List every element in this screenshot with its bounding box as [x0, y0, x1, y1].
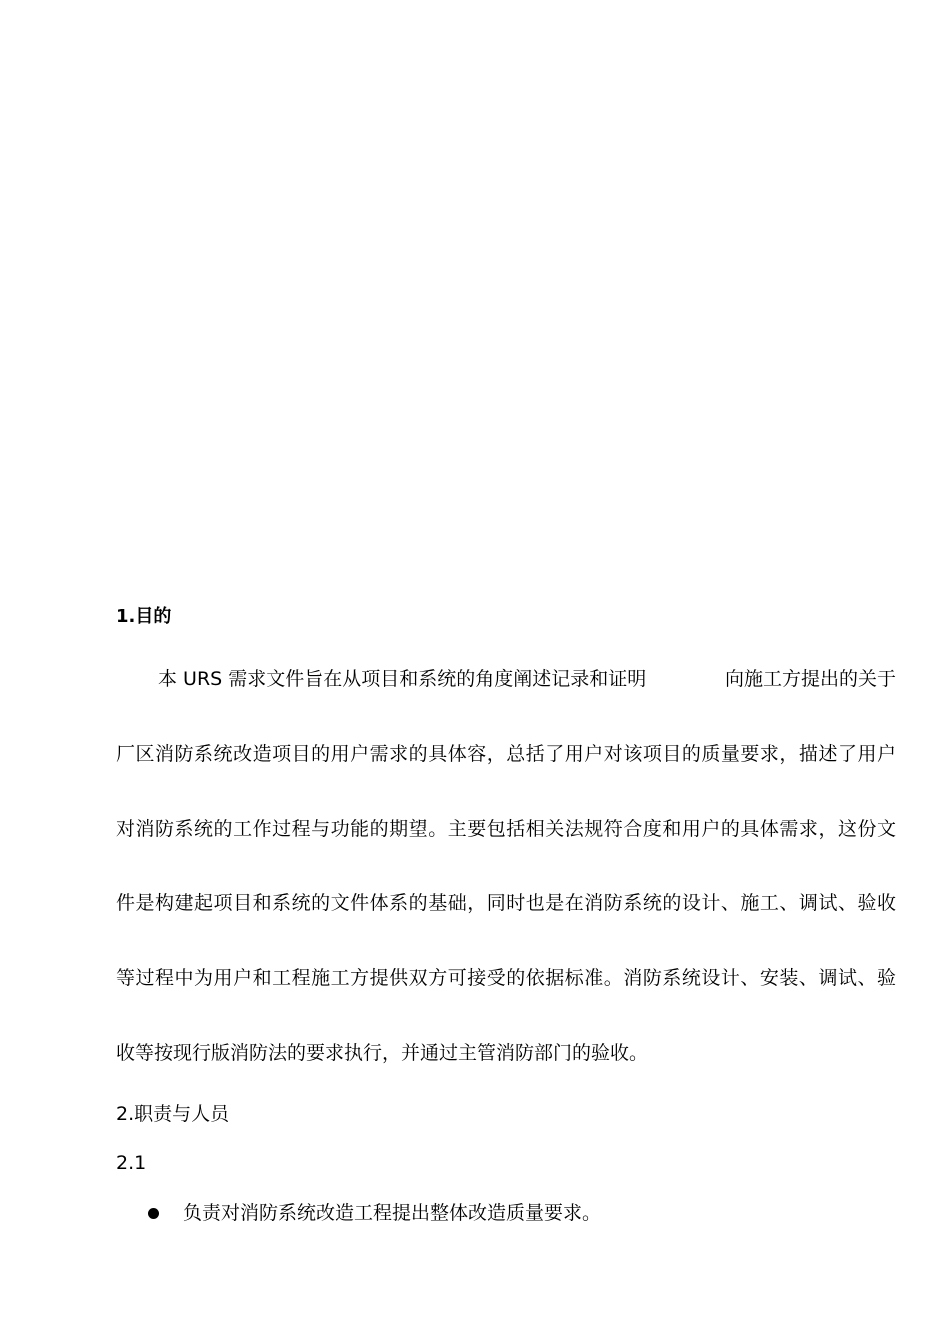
bullet-text: 负责对消防系统改造工程提出整体改造质量要求。: [183, 1202, 602, 1224]
bullet-list-item: [146, 1199, 601, 1227]
paragraph-line-5: 等过程中为用户和工程施工方提供双方可接受的依据标准。消防系统设计、安装、调试、验: [116, 967, 896, 989]
paragraph-line-1-left: 本 URS 需求文件旨在从项目和系统的角度阐述记录和证明: [158, 668, 647, 690]
paragraph-line-3: 对消防系统的工作过程与功能的期望。主要包括相关法规符合度和用户的具体需求，这份文: [116, 818, 896, 840]
paragraph-line-1-right: 向施工方提出的关于: [724, 668, 896, 690]
section-heading-purpose: 1.目的: [116, 606, 172, 627]
paragraph-line-2: 厂区消防系统改造项目的用户需求的具体容，总括了用户对该项目的质量要求，描述了用户: [116, 743, 896, 765]
paragraph-line-1: [116, 665, 896, 693]
subsection-number: 2.1: [116, 1152, 147, 1174]
section-heading-responsibilities: 2.职责与人员: [116, 1103, 230, 1125]
paragraph-line-4: 件是构建起项目和系统的文件体系的基础，同时也是在消防系统的设计、施工、调试、验收: [116, 892, 896, 914]
bullet-dot-icon: [148, 1208, 159, 1219]
paragraph-line-6: 收等按现行版消防法的要求执行，并通过主管消防部门的验收。: [116, 1042, 649, 1064]
